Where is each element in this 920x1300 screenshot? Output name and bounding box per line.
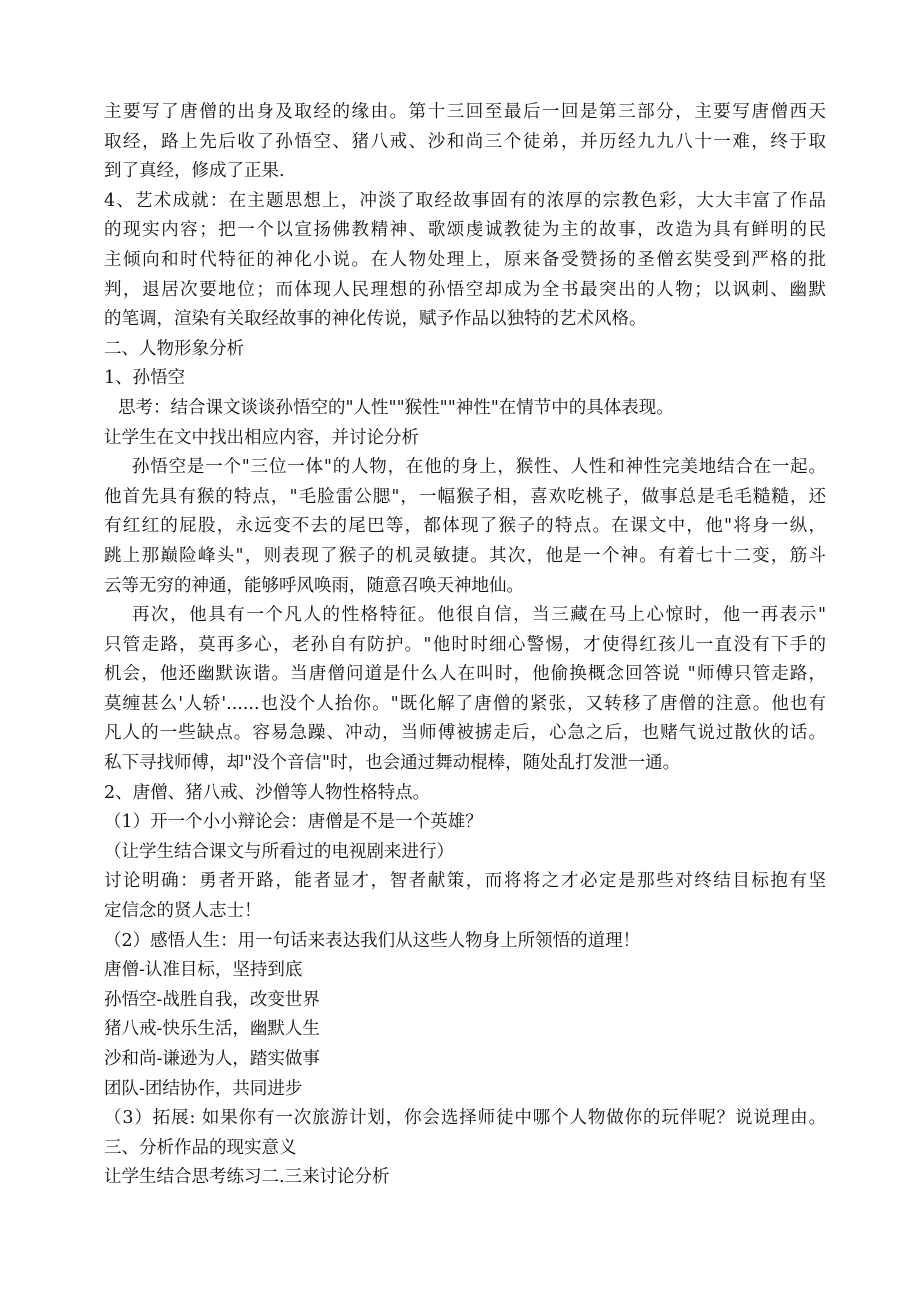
text-line: 主倾向和时代特征的神化小说。在人物处理上，原来备受赞扬的圣僧玄奘受到严格的批 <box>104 249 826 270</box>
text-line: 2、唐僧、猪八戒、沙僧等人物性格特点。 <box>104 782 431 803</box>
text-line: 跳上那巅险峰头"，则表现了猴子的机灵敏捷。其次，他是一个神。有着七十二变，筋斗 <box>104 545 826 566</box>
text-line: 三、分析作品的现实意义 <box>104 1137 297 1158</box>
text-line: 讨论明确：勇者开路，能者显才，智者献策，而将将之才必定是那些对终结目标抱有坚 <box>104 871 826 892</box>
text-line: 唐僧-认准目标，坚持到底 <box>104 960 303 981</box>
text-line: （3）拓展: 如果你有一次旅游计划，你会选择师徒中哪个人物做你的玩伴呢？说说理由。 <box>104 1108 826 1129</box>
text-line: 让学生在文中找出相应内容，并讨论分析 <box>104 427 419 448</box>
text-line: 思考：结合课文谈谈孙悟空的"人性""猴性""神性"在情节中的具体表现。 <box>118 397 674 418</box>
text-line: 团队-团结协作，共同进步 <box>104 1078 303 1099</box>
text-line: 机会，他还幽默诙谐。当唐僧问道是什么人在叫时，他偷换概念回答说 "师傅只管走路， <box>104 664 826 685</box>
text-line: （2）感悟人生：用一句话来表达我们从这些人物身上所领悟的道理！ <box>104 930 641 951</box>
text-line: 二、人物形象分析 <box>104 338 244 359</box>
text-line: 4、艺术成就：在主题思想上，冲淡了取经故事固有的浓厚的宗教色彩，大大丰富了作品 <box>104 190 826 211</box>
text-line: 私下寻找师傅，却"没个音信"时，也会通过舞动棍棒，随处乱打发泄一通。 <box>104 753 681 774</box>
document-body <box>104 98 826 1193</box>
text-line: 取经，路上先后收了孙悟空、猪八戒、沙和尚三个徒弟，并历经九九八十一难，终于取 <box>104 131 826 152</box>
text-line: 定信念的贤人志士！ <box>104 901 262 922</box>
text-line: 到了真经，修成了正果. <box>104 161 285 182</box>
text-line: 孙悟空是一个"三位一体"的人物，在他的身上，猴性、人性和神性完美地结合在一起。 <box>132 457 826 478</box>
text-line: 的笔调，渲染有关取经故事的神化传说，赋予作品以独特的艺术风格。 <box>104 309 647 330</box>
text-line: 主要写了唐僧的出身及取经的缘由。第十三回至最后一回是第三部分，主要写唐僧西天 <box>104 102 826 122</box>
text-line: 只管走路，莫再多心，老孙自有防护。"他时时细心警惕，才使得红孩儿一直没有下手的 <box>104 634 826 655</box>
text-line: 他首先具有猴的特点，"毛脸雷公腮"，一幅猴子相，喜欢吃桃子，做事总是毛毛糙糙，还 <box>104 486 826 507</box>
text-line: 1、孙悟空 <box>104 368 186 389</box>
text-line: 凡人的一些缺点。容易急躁、冲动，当师傅被掳走后，心急之后，也赌气说过散伙的话。 <box>104 723 826 744</box>
text-line: 判，退居次要地位；而体现人民理想的孙悟空却成为全书最突出的人物；以讽刺、幽默 <box>104 279 826 300</box>
text-line: （让学生结合课文与所看过的电视剧来进行） <box>104 841 454 862</box>
text-line: 让学生结合思考练习二.三来讨论分析 <box>104 1167 390 1188</box>
text-line: （1）开一个小小辩论会：唐僧是不是一个英雄？ <box>104 812 483 833</box>
text-line: 的现实内容；把一个以宣扬佛教精神、歌颂虔诚教徒为主的故事，改造为具有鲜明的民 <box>104 220 826 241</box>
text-line: 沙和尚-谦逊为人，踏实做事 <box>104 1049 320 1069</box>
text-line: 莫缠甚么'人轿'......也没个人抬你。"既化解了唐僧的紧张，又转移了唐僧的注意。他也有 <box>104 693 826 714</box>
text-line: 云等无穷的神通，能够呼风唤雨，随意召唤天神地仙。 <box>104 575 524 596</box>
text-line: 有红红的屁股，永远变不去的尾巴等，都体现了猴子的特点。在课文中，他"将身一纵， <box>104 516 826 537</box>
text-line: 孙悟空-战胜自我，改变世界 <box>104 989 320 1010</box>
text-line: 再次，他具有一个凡人的性格特征。他很自信，当三藏在马上心惊时，他一再表示" <box>132 605 826 626</box>
text-line: 猪八戒-快乐生活，幽默人生 <box>104 1019 320 1040</box>
